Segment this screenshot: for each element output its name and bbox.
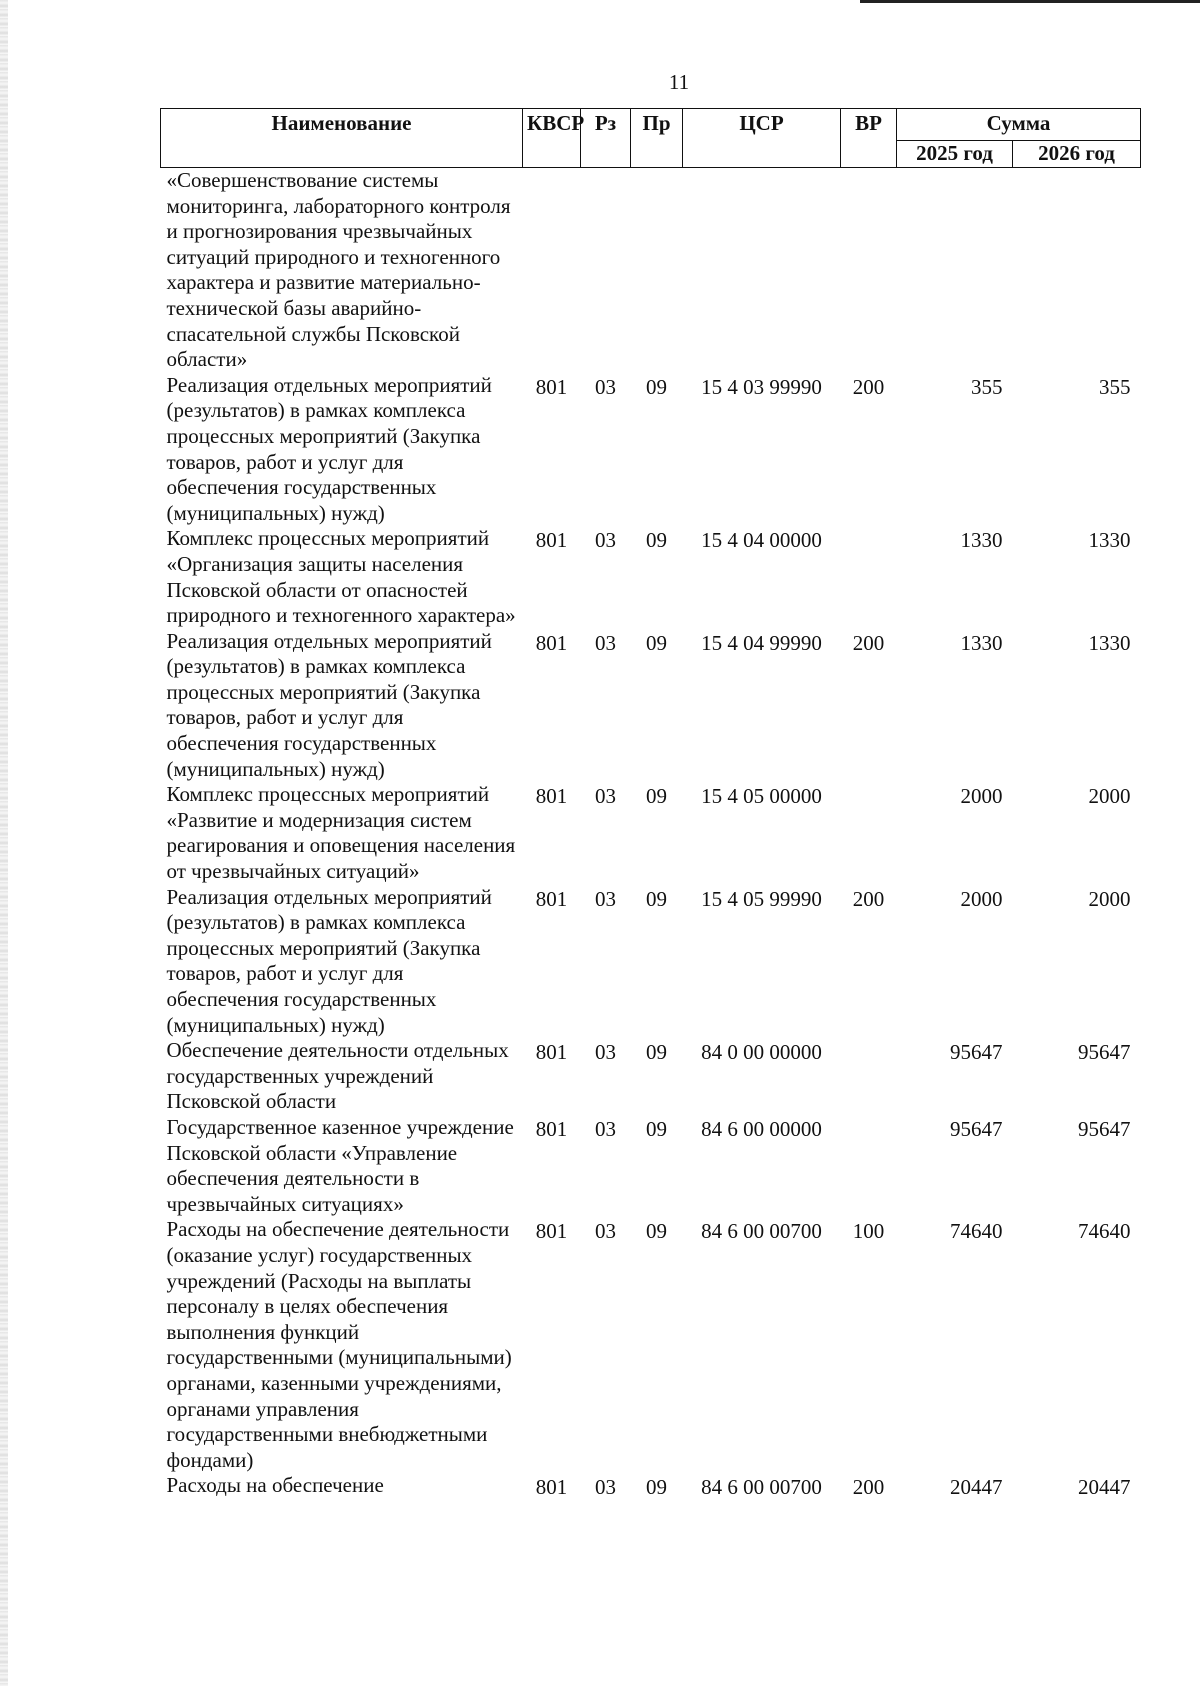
cell-csr bbox=[683, 168, 841, 373]
table-row bbox=[161, 1217, 1141, 1473]
cell-vr bbox=[841, 782, 897, 884]
table-row bbox=[161, 526, 1141, 628]
header-rz: Рз bbox=[581, 109, 631, 168]
cell-csr: 15 4 03 99990 bbox=[701, 374, 822, 399]
cell-name: Реализация отдельных мероприятий (результатов) в рамках комплекса процессных мероприятий (Закупка товаров, работ и услуг для обеспечения государственных (муниципальных) нужд) bbox=[166, 884, 492, 1037]
cell-csr: 15 4 04 00000 bbox=[701, 528, 822, 553]
cell-2026: 74640 bbox=[1078, 1219, 1131, 1244]
table-row bbox=[161, 1473, 1141, 1501]
cell-csr: 15 4 04 99990 bbox=[701, 630, 822, 655]
cell-name: Расходы на обеспечение bbox=[166, 1473, 384, 1498]
cell-vr bbox=[841, 168, 897, 373]
cell-rz: 03 bbox=[595, 1116, 616, 1141]
cell-csr: 84 6 00 00700 bbox=[701, 1475, 822, 1500]
cell-rz: 03 bbox=[595, 1475, 616, 1500]
cell-2026: 1330 bbox=[1088, 630, 1131, 655]
cell-vr: 200 bbox=[852, 886, 885, 911]
cell-2026: 95647 bbox=[1078, 1116, 1131, 1141]
cell-2026: 20447 bbox=[1078, 1475, 1131, 1500]
cell-vr: 200 bbox=[852, 1475, 885, 1500]
cell-rz: 03 bbox=[595, 630, 616, 655]
cell-2026: 2000 bbox=[1088, 784, 1131, 809]
cell-vr: 200 bbox=[852, 374, 885, 399]
cell-2025: 2000 bbox=[960, 784, 1003, 809]
cell-pr: 09 bbox=[646, 528, 667, 553]
cell-csr: 84 6 00 00700 bbox=[701, 1219, 822, 1244]
table-row bbox=[161, 373, 1141, 527]
cell-rz: 03 bbox=[595, 374, 616, 399]
cell-pr: 09 bbox=[646, 630, 667, 655]
cell-kvsr: 801 bbox=[535, 1116, 568, 1141]
cell-pr: 09 bbox=[646, 1219, 667, 1244]
cell-name: Обеспечение деятельности отдельных государственных учреждений Псковской области bbox=[166, 1038, 509, 1114]
cell-pr: 09 bbox=[646, 1475, 667, 1500]
table-body bbox=[161, 168, 1141, 1501]
cell-2025 bbox=[897, 168, 1013, 373]
cell-vr bbox=[841, 1038, 897, 1115]
cell-csr: 15 4 05 00000 bbox=[701, 784, 822, 809]
cell-kvsr: 801 bbox=[535, 374, 568, 399]
table-row bbox=[161, 1038, 1141, 1115]
cell-csr: 84 0 00 00000 bbox=[701, 1040, 822, 1065]
cell-2026 bbox=[1013, 168, 1141, 373]
table-row bbox=[161, 885, 1141, 1039]
cell-rz: 03 bbox=[595, 1219, 616, 1244]
cell-pr: 09 bbox=[646, 1040, 667, 1065]
table-row bbox=[161, 168, 1141, 373]
cell-2026: 355 bbox=[1099, 374, 1131, 399]
header-csr: ЦСР bbox=[683, 109, 841, 168]
cell-kvsr: 801 bbox=[535, 886, 568, 911]
cell-pr: 09 bbox=[646, 374, 667, 399]
table-row bbox=[161, 629, 1141, 783]
scan-edge-left bbox=[0, 0, 8, 1686]
cell-name: Реализация отдельных мероприятий (результатов) в рамках комплекса процессных мероприятий (Закупка товаров, работ и услуг для обеспечения государственных (муниципальных) нужд) bbox=[166, 372, 492, 525]
cell-csr: 84 6 00 00000 bbox=[701, 1116, 822, 1141]
cell-2026: 2000 bbox=[1088, 886, 1131, 911]
cell-name: «Совершенствование системы мониторинга, лабораторного контроля и прогнозирования чрезвычайных ситуаций природного и техногенного характера и развитие материально-технической базы аварийно-спасательной службы Псковской области» bbox=[166, 168, 511, 372]
cell-kvsr: 801 bbox=[535, 1475, 568, 1500]
cell-2025: 95647 bbox=[950, 1116, 1003, 1141]
cell-name: Комплекс процессных мероприятий «Развитие и модернизация систем реагирования и оповещения населения от чрезвычайных ситуаций» bbox=[166, 782, 516, 884]
cell-vr bbox=[841, 526, 897, 628]
scan-edge-top bbox=[860, 0, 1200, 3]
header-year-2026: 2026 год bbox=[1013, 140, 1141, 167]
cell-kvsr: 801 bbox=[535, 528, 568, 553]
cell-vr bbox=[841, 1115, 897, 1217]
cell-kvsr: 801 bbox=[535, 784, 568, 809]
header-pr: Пр bbox=[631, 109, 683, 168]
page-number: 11 bbox=[668, 70, 690, 94]
cell-kvsr bbox=[523, 168, 581, 373]
header-name: Наименование bbox=[161, 109, 523, 168]
cell-kvsr: 801 bbox=[535, 1040, 568, 1065]
cell-rz: 03 bbox=[595, 784, 616, 809]
cell-2026: 1330 bbox=[1088, 528, 1131, 553]
cell-kvsr: 801 bbox=[535, 1219, 568, 1244]
cell-pr: 09 bbox=[646, 886, 667, 911]
cell-name: Реализация отдельных мероприятий (результатов) в рамках комплекса процессных мероприятий (Закупка товаров, работ и услуг для обеспечения государственных (муниципальных) нужд) bbox=[166, 628, 492, 781]
cell-2026: 95647 bbox=[1078, 1040, 1131, 1065]
cell-2025: 1330 bbox=[960, 528, 1003, 553]
cell-vr: 100 bbox=[852, 1219, 885, 1244]
cell-kvsr: 801 bbox=[535, 630, 568, 655]
cell-2025: 2000 bbox=[960, 886, 1003, 911]
table-row bbox=[161, 782, 1141, 884]
table-row bbox=[161, 1115, 1141, 1217]
cell-rz bbox=[581, 168, 631, 373]
cell-2025: 1330 bbox=[960, 630, 1003, 655]
budget-table bbox=[160, 108, 1141, 1501]
cell-name: Расходы на обеспечение деятельности (оказание услуг) государственных учреждений (Расходы на выплаты персоналу в целях обеспечения выполнения функций государственными (муниципальными) органами, казенными учреждениями, органами управления государственными внебюджетными фондами) bbox=[166, 1217, 512, 1472]
cell-vr: 200 bbox=[852, 630, 885, 655]
header-vr: ВР bbox=[841, 109, 897, 168]
cell-pr: 09 bbox=[646, 784, 667, 809]
cell-pr bbox=[631, 168, 683, 373]
cell-2025: 355 bbox=[971, 374, 1003, 399]
cell-csr: 15 4 05 99990 bbox=[701, 886, 822, 911]
cell-rz: 03 bbox=[595, 1040, 616, 1065]
cell-rz: 03 bbox=[595, 886, 616, 911]
header-kvsr: КВСР bbox=[523, 109, 581, 168]
table-header bbox=[161, 109, 1141, 168]
header-sum: Сумма bbox=[897, 109, 1141, 141]
header-year-2025: 2025 год bbox=[897, 140, 1013, 167]
cell-2025: 74640 bbox=[950, 1219, 1003, 1244]
cell-name: Комплекс процессных мероприятий «Организация защиты населения Псковской области от опасностей природного и техногенного характера» bbox=[166, 526, 516, 628]
cell-name: Государственное казенное учреждение Псковской области «Управление обеспечения деятельности в чрезвычайных ситуациях» bbox=[166, 1114, 514, 1216]
cell-2025: 20447 bbox=[950, 1475, 1003, 1500]
cell-rz: 03 bbox=[595, 528, 616, 553]
cell-pr: 09 bbox=[646, 1116, 667, 1141]
cell-2025: 95647 bbox=[950, 1040, 1003, 1065]
